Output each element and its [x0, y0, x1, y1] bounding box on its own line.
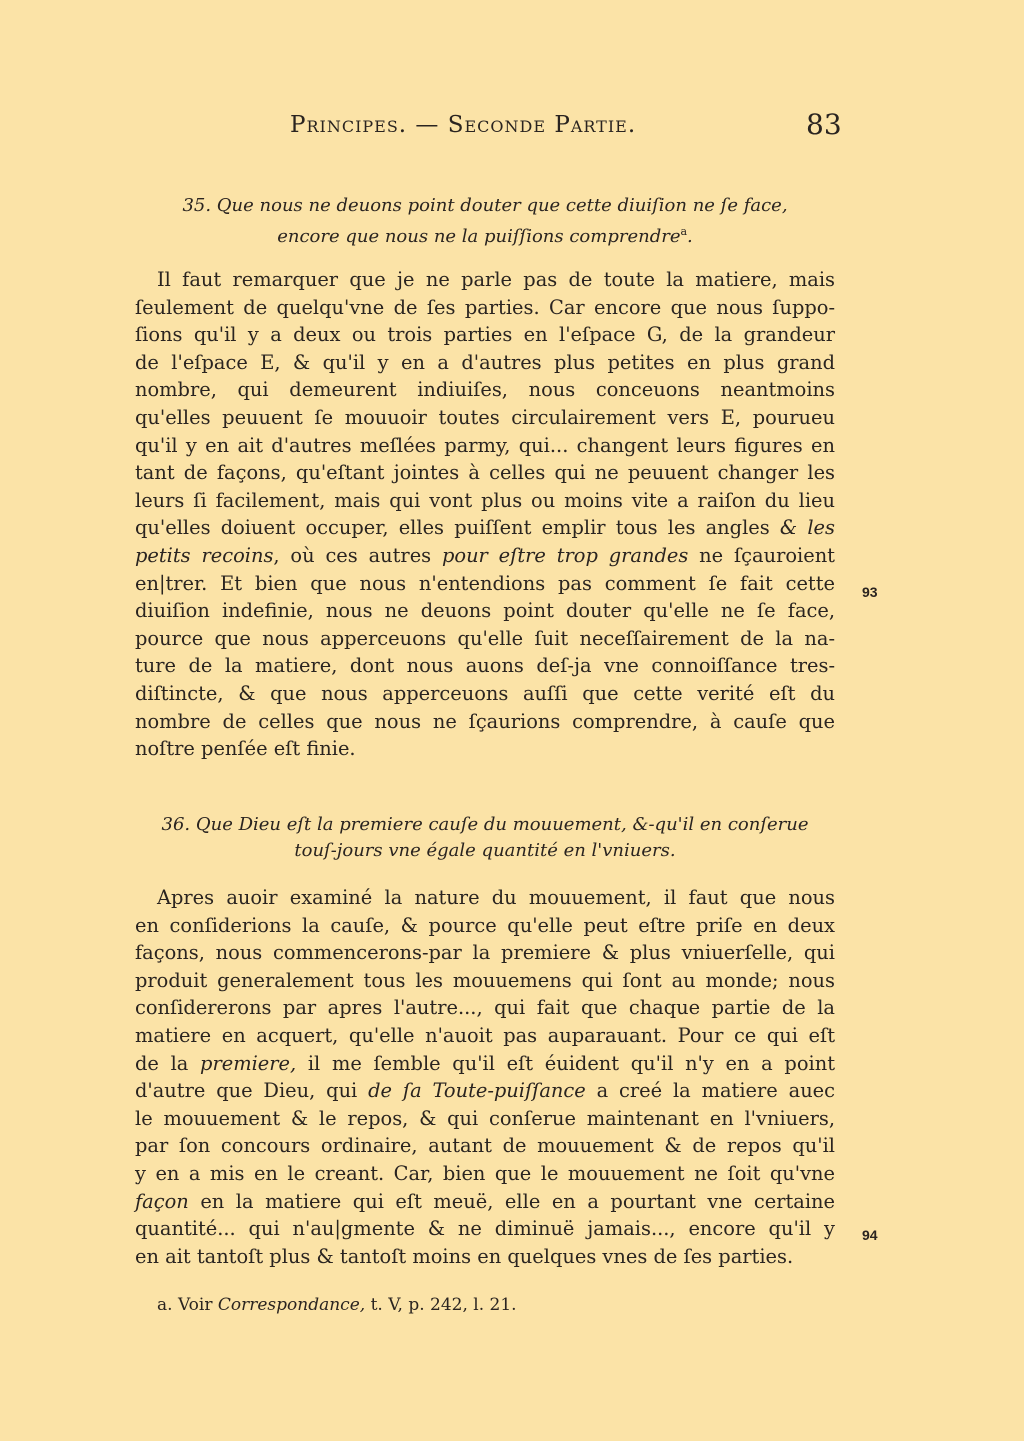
text-line: conſidererons par apres l'autre..., qui fait que chaque partie de la — [135, 996, 835, 1020]
text-line: matiere en acquert, qu'elle n'auoit pas auparauant. Pour ce qui eſt — [135, 1023, 835, 1047]
footnote-marker: a — [680, 225, 688, 238]
margin-page-number: 93 — [862, 584, 878, 600]
text-line: qu'elles peuuent ſe mouuoir toutes circulairement vers E, pourueu — [135, 405, 835, 429]
text-line: ſions qu'il y a deux ou trois parties en l'eſpace G, de la grandeur — [135, 323, 835, 347]
text-line: noſtre penſée eſt finie. — [135, 737, 356, 761]
text-line: diſtincte, & que nous apperceuons auſſi que cette verité eſt du — [135, 681, 835, 705]
margin-page-number: 94 — [862, 1227, 878, 1243]
text-line: façons, nous commencerons-par la premiere & plus vniuerſelle, qui — [135, 941, 835, 965]
text-line: Apres auoir examiné la nature du mouuement, il faut que nous — [157, 886, 835, 909]
section-36-heading — [135, 812, 835, 864]
text-line: ture de la matiere, dont nous auons deſ-ja vne connoiſſance tres- — [135, 654, 835, 678]
text-line: petits recoins, où ces autres pour eſtre trop grandes ne ſçauroient — [135, 543, 835, 567]
section-35-paragraph — [135, 266, 835, 763]
text-line: qu'il y en ait d'autres meſlées parmy, qui... changent leurs figures en — [135, 433, 835, 457]
text-line: en|trer. Et bien que nous n'entendions pas comment ſe fait cette — [135, 571, 835, 595]
section-36-paragraph — [135, 884, 835, 1270]
page-number: 83 — [806, 108, 842, 141]
text-line: en conſiderions la cauſe, & pource qu'elle peut eſtre priſe en deux — [135, 913, 835, 937]
text-line: y en a mis en le creant. Car, bien que le mouuement ne ſoit qu'vne — [135, 1161, 835, 1185]
text-line: façon en la matiere qui eſt meuë, elle en a pourtant vne certaine — [135, 1189, 836, 1213]
text-line: d'autre que Dieu, qui de ſa Toute-puiſſance a creé la matiere auec — [135, 1079, 836, 1103]
text-line: ſeulement de quelqu'vne de ſes parties. Car encore que nous ſuppo- — [135, 295, 835, 319]
text-line: qu'elles doiuent occuper, elles puiſſent emplir tous les angles & les — [135, 516, 835, 540]
text-line: pource que nous apperceuons qu'elle ſuit neceſſairement de la na- — [135, 626, 835, 650]
text-line: le mouuement & le repos, & qui conſerue maintenant en l'vniuers, — [135, 1106, 835, 1130]
text-line: de la premiere, il me ſemble qu'il eſt éuident qu'il n'y en a point — [135, 1051, 835, 1075]
footnote: a. Voir Correspondance, t. V, p. 242, l. 21. — [157, 1295, 517, 1315]
text-line: nombre de celles que nous ne ſçaurions comprendre, à cauſe que — [135, 709, 835, 733]
text-line: de l'eſpace E, & qu'il y en a d'autres plus petites en plus grand — [135, 350, 835, 374]
text-line: leurs ſi facilement, mais qui vont plus ou moins vite a raiſon du lieu — [135, 488, 835, 512]
section-35-title-line-1: 35. Que nous ne deuons point douter que cette diuiſion ne ſe face, — [182, 195, 788, 216]
text-line: Il faut remarquer que je ne parle pas de toute la matiere, mais — [157, 268, 835, 291]
running-head: Principes. — Seconde Partie. — [290, 112, 637, 138]
text-line: par ſon concours ordinaire, autant de mouuement & de repos qu'il — [135, 1134, 835, 1158]
section-36-title-line-1: 36. Que Dieu eſt la premiere cauſe du mouuement, &-qu'il en conſerue — [161, 814, 809, 835]
text-line: en ait tantoſt plus & tantoſt moins en quelques vnes de ſes parties. — [135, 1244, 794, 1268]
text-line: nombre, qui demeurent indiuiſes, nous conceuons neantmoins — [135, 378, 835, 402]
text-line: produit generalement tous les mouuemens qui ſont au monde; nous — [135, 968, 835, 992]
text-line: tant de façons, qu'eſtant jointes à celles qui ne peuuent changer les — [135, 461, 835, 485]
section-36-title-line-2: touſ-jours vne égale quantité en l'vniuers. — [294, 840, 676, 861]
section-35-heading — [135, 193, 835, 250]
section-35-title-line-2: encore que nous ne la puiſſions comprendre$^a$. — [277, 225, 693, 247]
text-line: quantité... qui n'au|gmente & ne diminuë jamais..., encore qu'il y — [135, 1217, 835, 1241]
text-line: diuiſion indefinie, nous ne deuons point douter qu'elle ne ſe face, — [135, 599, 835, 623]
